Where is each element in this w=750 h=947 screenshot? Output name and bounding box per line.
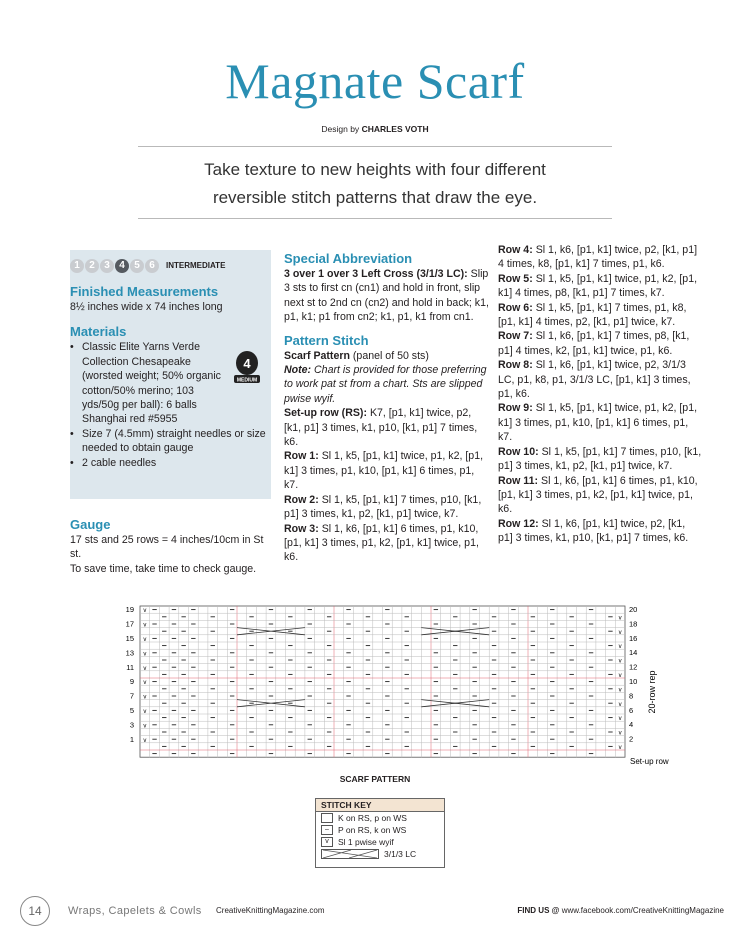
instructions-column-1: Special Abbreviation 3 over 1 over 3 Left Cross (3/1/3 LC): Slip 3 sts to first cn (cn1) and hold in front, slip next st to 2nd cn (cn2) and hold in back; k1, p1, k1; p1 from cn2; k1, p1, k1 from cn1. Pattern Stitch Scarf Pattern (panel of 50 sts) Note: Chart is provided for those preferring to work pat st from a chart. Sts are slipped pwise wyif. Set-up row (RS): K7, [p1, k1] twice, p2, [k1, p1] 3 times, k1, p10, [k1, p1] 7 times, k6. Row 1: Sl 1, k5, [p1, k1] twice, p1, k2, [p1, k1] 3 times, p1, k10, [p1, k1] 6 times, p1, k7. Row 2: Sl 1, k5, [p1, k1] 7 times, p10, [k1, p1] 3 times, k1, p2, [k1, p1] twice, k7. Row 3: Sl 1, k6, [p1, k1] 6 times, p1, k10, [p1, k1] 3 times, p1, k2, [p1, k1] twice, p1, k6. — [284, 251, 489, 564]
finished-heading: Finished Measurements — [70, 284, 219, 299]
gauge-section — [70, 517, 275, 576]
finished-text: 8½ inches wide x 74 inches long — [70, 301, 223, 313]
row-number: 1 — [129, 734, 134, 744]
byline: Design by CHARLES VOTH — [321, 124, 429, 134]
special-term: 3 over 1 over 3 Left Cross (3/1/3 LC): — [284, 268, 468, 280]
skill-dot: 2 — [85, 259, 99, 273]
special-heading: Special Abbreviation — [284, 251, 413, 266]
row-number: 16 — [629, 633, 638, 643]
gauge-heading: Gauge — [70, 517, 111, 532]
info-column — [70, 258, 268, 470]
row-number: 7 — [129, 691, 134, 701]
find-us: FIND US @ www.facebook.com/CreativeKnittingMagazine — [517, 906, 724, 915]
stitch-key-item: – P on RS, k on WS — [316, 824, 444, 836]
stitch-key-heading: STITCH KEY — [316, 799, 444, 812]
yarn-weight-label: MEDIUM — [236, 377, 258, 384]
slip-mark: v — [143, 723, 147, 730]
setup-row-label: Set-up row — [630, 757, 669, 766]
row-number: 12 — [629, 662, 638, 672]
site-url[interactable]: CreativeKnittingMagazine.com — [216, 906, 325, 915]
slip-mark: v — [618, 658, 622, 665]
row-number: 3 — [129, 720, 134, 730]
page-number: 14 — [20, 896, 50, 926]
pattern-row: Row 7: Sl 1, k6, [p1, k1] 7 times, p8, [k1, p1] 4 times, k2, [p1, k1] twice, p1, k6. — [498, 330, 690, 357]
slip-mark: v — [143, 651, 147, 658]
slip-mark: v — [618, 615, 622, 622]
chart-caption: SCARF PATTERN — [339, 774, 411, 784]
skill-level — [70, 258, 268, 274]
row-number: 18 — [629, 619, 638, 629]
pattern-row: Row 5: Sl 1, k5, [p1, k1] twice, p1, k2, [p1, k1] 4 times, p8, [k1, p1] 7 times, k7. — [498, 272, 698, 300]
row-number: 5 — [129, 706, 134, 715]
slip-mark: v — [618, 687, 622, 694]
slip-mark: v — [143, 665, 147, 672]
deck: Take texture to new heights with four different reversible stitch patterns that draw the eye. — [204, 160, 546, 207]
slip-mark: v — [618, 673, 622, 679]
yarn-weight-icon — [232, 350, 262, 384]
row-number: 4 — [629, 720, 634, 730]
pattern-subheading: Scarf Pattern — [284, 349, 350, 362]
slip-mark: v — [143, 680, 147, 687]
gauge-line: To save time, take time to check gauge. — [70, 562, 257, 575]
row-number: 8 — [629, 691, 634, 701]
bottom-rule — [138, 218, 612, 219]
special-desc: Slip 3 sts to first cn (cn1) and hold in front, slip next st to 2nd cn (cn2) and hold in back; k1, p1, k1; p1 from cn2; k1, p1, k1 from cn1. — [284, 268, 489, 324]
row-number: 2 — [629, 734, 634, 744]
row-number: 15 — [125, 634, 134, 643]
slip-mark: v — [143, 608, 147, 615]
row-number: 14 — [629, 648, 638, 658]
list-item: • Classic Elite Yarns Verde Collection Chesapeake (worsted weight; 50% organic cotton/50% merino; 103 yds/50g per ball): 6 balls Shanghai red #5955 — [70, 340, 230, 426]
pattern-row: Row 3: Sl 1, k6, [p1, k1] 6 times, p1, k10, [p1, k1] 3 times, p1, k2, [p1, k1] twice, p1, k6. — [284, 522, 479, 564]
cable-symbol-icon — [321, 849, 379, 859]
pattern-row: Row 6: Sl 1, k5, [p1, k1] 7 times, p1, k8, [p1, k1] 4 times, p2, [k1, p1] twice, k7. — [498, 301, 687, 329]
slip-mark: v — [618, 745, 622, 751]
skill-dot: 6 — [145, 259, 159, 273]
slip-mark: v — [618, 730, 622, 737]
gauge-line: 17 sts and 25 rows = 4 inches/10cm in St st. — [70, 534, 264, 561]
pattern-row: Row 1: Sl 1, k5, [p1, k1] twice, p1, k2, [p1, k1] 3 times, p1, k10, [p1, k1] 6 times, p1, k7. — [284, 450, 484, 492]
slip-mark: v — [618, 701, 622, 708]
skill-dot: 3 — [100, 259, 114, 273]
materials-heading: Materials — [70, 324, 127, 340]
pattern-row: Set-up row (RS): K7, [p1, k1] twice, p2, [k1, p1] 3 times, k1, p10, [k1, p1] 7 times, k6. — [284, 407, 478, 449]
pattern-note: Note: Chart is provided for those preferring to work pat st from a chart. Sts are slipped pwise wyif. — [284, 364, 487, 405]
slip-mark: v — [143, 637, 147, 643]
slip-mark: v — [143, 622, 147, 629]
slip-mark: v — [618, 629, 622, 636]
chart-right-row-numbers — [629, 605, 637, 744]
page-title: Magnate Scarf — [225, 53, 525, 109]
skill-dot-active: 4 — [115, 259, 129, 273]
chart-left-row-numbers — [126, 605, 134, 744]
designer-name: CHARLES VOTH — [361, 124, 429, 134]
slip-mark: v — [618, 716, 622, 723]
purl-symbol-icon: – — [321, 825, 333, 835]
skill-dot: 5 — [130, 259, 144, 273]
list-item: • 2 cable needles — [70, 456, 230, 470]
pattern-row: Row 11: Sl 1, k6, [p1, k1] 6 times, p1, k10, [p1, k1] 3 times, p1, k2, [p1, k1] twice, p1, k6. — [498, 474, 698, 516]
facebook-link[interactable]: www.facebook.com/CreativeKnittingMagazine — [561, 906, 724, 915]
pattern-row: Row 10: Sl 1, k5, [p1, k1] 7 times, p10, [k1, p1] 3 times, k1, p2, [k1, p1] twice, k7. — [498, 445, 702, 473]
row-number: 10 — [629, 677, 638, 686]
pattern-row: Row 4: Sl 1, k6, [p1, k1] twice, p2, [k1, p1] 4 times, k8, [p1, k1] 7 times, p1, k6. — [498, 244, 698, 271]
row-number: 11 — [126, 662, 134, 672]
footer — [0, 896, 750, 926]
knit-symbol-icon — [321, 813, 333, 823]
scarf-chart — [118, 604, 678, 766]
repeat-label: 20-row rep — [647, 670, 657, 714]
pattern-row: Row 8: Sl 1, k6, [p1, k1] twice, p2, 3/1/3 LC, p1, k8, p1, 3/1/3 LC, [p1, k1] 3 times, p1, k6. — [498, 359, 691, 401]
chart-grid — [140, 606, 625, 757]
pattern-row: Row 9: Sl 1, k5, [p1, k1] twice, p1, k2, [p1, k1] 3 times, p1, k10, [p1, k1] 6 times, p1, k7. — [498, 402, 698, 444]
pattern-row: Row 2: Sl 1, k5, [p1, k1] 7 times, p10, [k1, p1] 3 times, k1, p2, [k1, p1] twice, k7. — [284, 493, 482, 521]
pattern-heading: Pattern Stitch — [284, 332, 369, 348]
book-title: Wraps, Capelets & Cowls — [68, 905, 202, 917]
row-number: 20 — [629, 605, 638, 614]
skill-label: INTERMEDIATE — [166, 260, 226, 270]
top-rule — [138, 146, 612, 147]
stitch-key — [315, 798, 445, 868]
row-number: 6 — [629, 705, 634, 715]
slip-mark: v — [143, 709, 147, 715]
slip-mark: v — [143, 694, 147, 701]
row-number: 19 — [125, 605, 134, 615]
instructions-column-2 — [498, 243, 702, 546]
pattern-row: Row 12: Sl 1, k6, [p1, k1] twice, p2, [k1, p1] 3 times, k1, p10, [k1, p1] 7 times, k6. — [498, 517, 689, 545]
row-number: 17 — [125, 619, 134, 629]
row-number: 13 — [125, 648, 134, 658]
stitch-key-item: K on RS, p on WS — [316, 812, 444, 824]
yarn-weight-number: 4 — [243, 356, 251, 371]
slip-mark: v — [143, 737, 147, 744]
slip-mark: v — [618, 644, 622, 651]
stitch-key-item: v Sl 1 pwise wyif — [316, 836, 444, 848]
skill-dot: 1 — [70, 259, 84, 273]
stitch-key-item: 3/1/3 LC — [316, 848, 444, 860]
row-number: 9 — [129, 677, 134, 687]
slip-symbol-icon: v — [321, 837, 333, 847]
list-item: • Size 7 (4.5mm) straight needles or size needed to obtain gauge — [70, 427, 268, 456]
